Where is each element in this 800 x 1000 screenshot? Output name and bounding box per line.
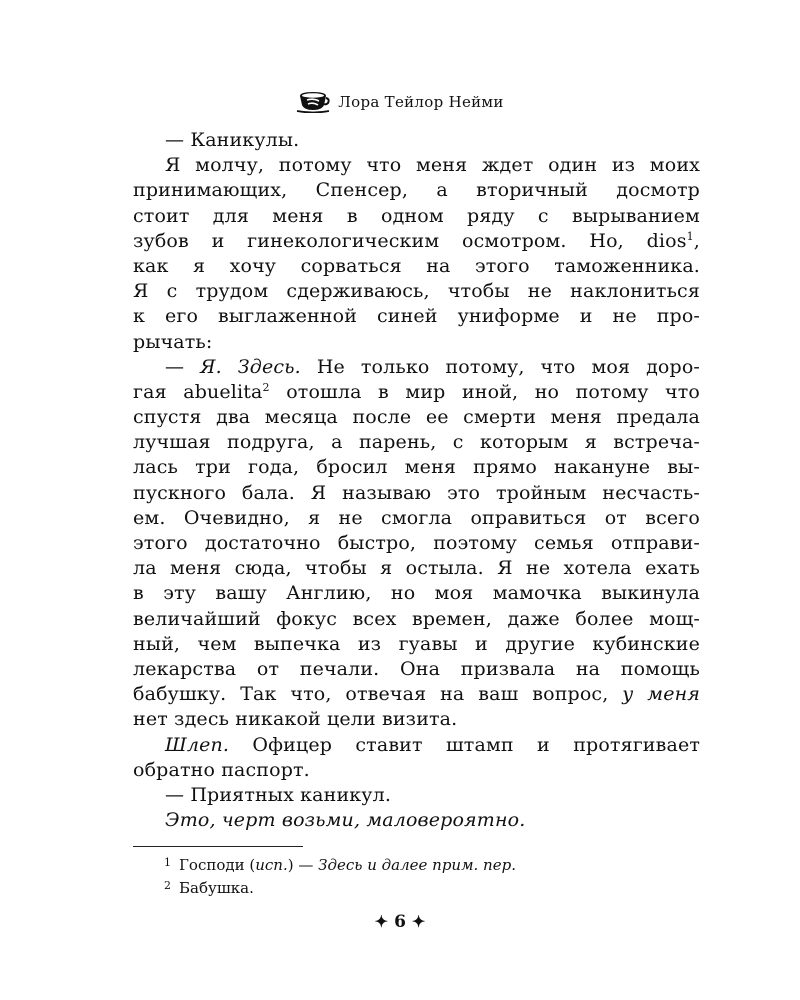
text-line: стоит для меня в одном ряду с вырыванием [133, 204, 700, 227]
text-line: Шлеп. Офицер ставит штамп и протягивает [165, 733, 700, 756]
text-line: — Приятных каникул. [165, 783, 392, 806]
page-number-value: 6 [394, 912, 406, 932]
text-line: этого достаточно быстро, поэтому семья отправи- [133, 532, 700, 554]
text-line: к его выглаженной синей униформе и не про- [133, 305, 700, 328]
text-line: пускного бала. Я называю это тройным несчасть- [133, 481, 700, 504]
text-line: Я молчу, потому что меня ждет один из моих [165, 154, 700, 177]
footnote: $^2$ Бабушка. [164, 879, 254, 897]
text-line: бабушку. Так что, отвечая на ваш вопрос, у меня [133, 683, 700, 706]
text-line: ный, чем выпечка из гуавы и другие кубинские [133, 632, 700, 655]
text-line: лучшая подруга, а парень, с которым я встреча- [133, 431, 700, 454]
text-line: Это, черт возьми, маловероятно. [165, 809, 526, 832]
text-line: гая abuelita$^2$ отошла в мир иной, но потому что [133, 380, 701, 403]
text-line: рычать: [133, 330, 213, 353]
text-line: как я хочу сорваться на этого таможенника. [133, 254, 700, 277]
footnote-divider [133, 846, 303, 847]
teacup-icon [296, 91, 330, 113]
footnote-ref: 1 [686, 229, 694, 243]
star-ornament-icon: ✦ [374, 912, 389, 931]
text-line: принимающих, Спенсер, а вторичный досмотр [133, 179, 700, 202]
text-line: ла меня сюда, чтобы я остыла. Я не хотела ехать [133, 557, 700, 580]
running-header [0, 90, 800, 114]
page-number [0, 912, 800, 932]
footnote-number: 1 [164, 856, 171, 869]
footnote: $^1$ Господи (исп.) — Здесь и далее прим. пер. [164, 856, 516, 874]
text-line: лась три года, бросил меня прямо накануне вы- [133, 456, 700, 479]
text-line: — Каникулы. [165, 129, 300, 151]
text-line: спустя два месяца после ее смерти меня предала [133, 406, 700, 429]
footnote-number: 2 [164, 879, 171, 892]
text-line: нет здесь никакой цели визита. [133, 708, 458, 731]
text-line: обратно паспорт. [133, 758, 310, 781]
text-line: зубов и гинекологическим осмотром. Но, dios$^1$, [133, 229, 700, 252]
text-line: Я с трудом сдерживаюсь, чтобы не наклониться [133, 280, 700, 303]
text-line: величайший фокус всех времен, даже более мощ- [133, 607, 700, 630]
text-line: лекарства от печали. Она призвала на помощь [133, 657, 700, 680]
text-line: ем. Очевидно, я не смогла оправиться от всего [133, 506, 700, 529]
star-ornament-icon: ✦ [411, 912, 426, 931]
book-author: Лора Тейлор Нейми [338, 93, 504, 111]
text-line: в эту вашу Англию, но моя мамочка выкинула [133, 582, 700, 605]
body-text [133, 128, 700, 833]
footnote-ref: 2 [262, 380, 270, 394]
text-line: — Я. Здесь. Не только потому, что моя доро- [165, 355, 700, 378]
